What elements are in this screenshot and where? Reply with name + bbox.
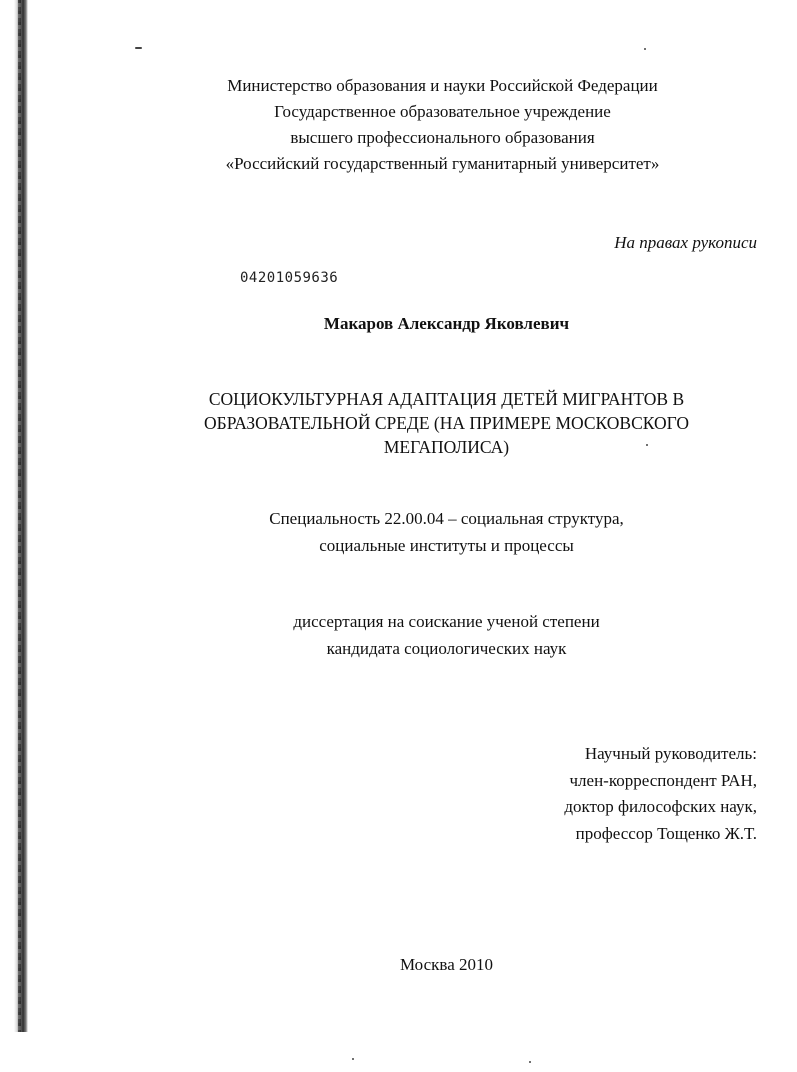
header-line-ministry: Министерство образования и науки Российской Федерации [227,76,658,95]
title-line: ОБРАЗОВАТЕЛЬНОЙ СРЕДЕ (НА ПРИМЕРЕ МОСКОВСКОГО [204,413,689,433]
header-line-university: «Российский государственный гуманитарный университет» [225,154,660,173]
specialty-line: Специальность 22.00.04 – социальная структура, [269,509,624,528]
degree-line: кандидата социологических наук [326,639,567,658]
supervisor-info [564,741,757,847]
scan-speck [135,47,142,49]
supervisor-line: член-корреспондент РАН, [569,770,757,790]
title-line: СОЦИОКУЛЬТУРНАЯ АДАПТАЦИЯ ДЕТЕЙ МИГРАНТОВ В [208,389,685,409]
supervisor-line: профессор Тощенко Ж.Т. [575,823,757,843]
scan-speck [644,48,646,50]
header-line-institution-type: Государственное образовательное учреждение [274,102,611,121]
catalog-number: 04201059636 [240,270,339,286]
specialty-line: социальные институты и процессы [319,536,574,555]
supervisor-line: Научный руководитель: [584,744,757,763]
scan-speck [352,1058,354,1060]
manuscript-note: На правах рукописи [614,233,757,252]
supervisor-line: доктор философских наук, [564,797,757,816]
scan-speck [529,1061,531,1063]
institution-header [44,73,797,177]
title-line: МЕГАПОЛИСА) [383,437,510,457]
specialty [48,505,797,559]
header-line-education-level: высшего профессионального образования [290,128,595,147]
degree-line: диссертация на соискание ученой степени [293,612,600,631]
city-year: Москва 2010 [399,955,494,974]
degree-info [48,608,797,662]
scan-binding-edge [14,0,28,1032]
dissertation-title [48,387,797,459]
author-name: Макаров Александр Яковлевич [323,314,570,333]
